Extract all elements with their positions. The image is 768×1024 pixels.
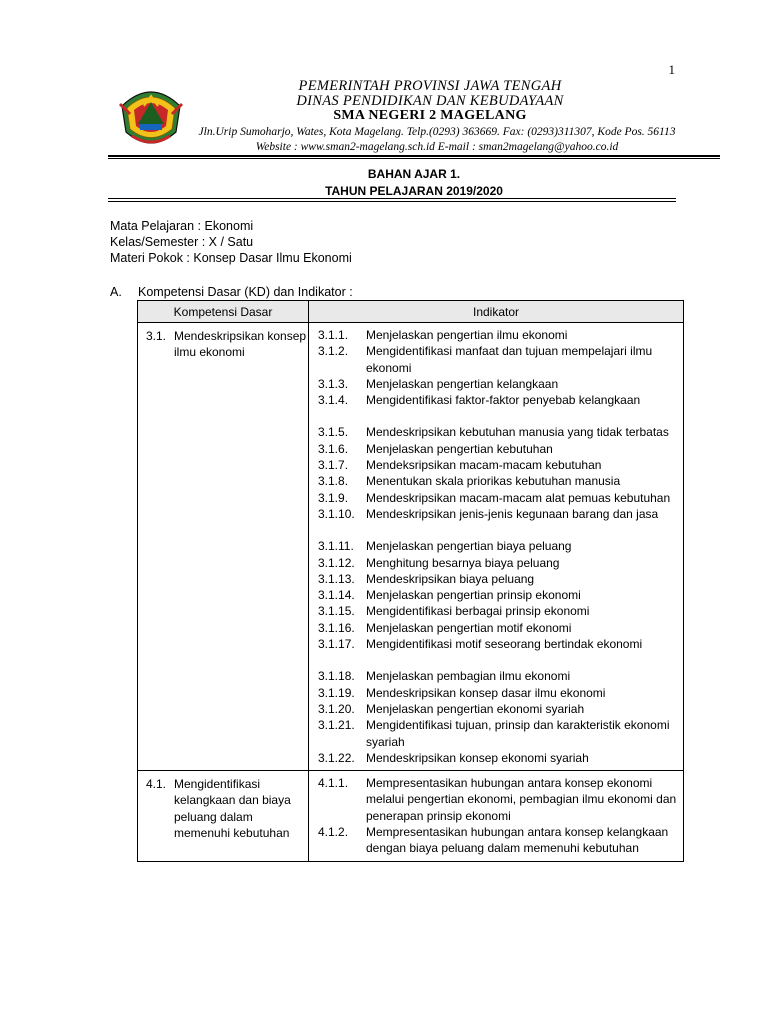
indicator-item	[318, 392, 683, 408]
kd-text: Mendeskripsikan konsep ilmu ekonomi	[174, 329, 307, 360]
subject-line: Mata Pelajaran : Ekonomi	[110, 219, 254, 233]
indicator-number: 3.1.21.	[318, 718, 355, 733]
indicator-number: 3.1.7.	[318, 458, 349, 473]
indicator-item	[318, 457, 683, 473]
indicator-text: Mengidentifikasi berbagai prinsip ekonomi	[366, 604, 590, 619]
kd-entry	[139, 324, 307, 361]
group-spacer	[318, 652, 683, 668]
indicator-item	[318, 441, 683, 457]
indicator-text: Mengidentifikasi faktor-faktor penyebab kelangkaan	[366, 393, 641, 408]
indicator-number: 3.1.1.	[318, 328, 349, 342]
indicator-item	[318, 506, 683, 522]
indicator-item	[318, 424, 683, 440]
indicator-item	[318, 327, 683, 343]
indicator-text: Mempresentasikan hubungan antara konsep ekonomi melalui pengertian ekonomi, pembagian ilmu ekonomi dan penerapan prinsip ekonomi	[366, 776, 677, 823]
class-semester-line: Kelas/Semester : X / Satu	[110, 235, 254, 249]
indicator-text: Menjelaskan pengertian motif ekonomi	[366, 620, 572, 635]
indicator-number: 3.1.14.	[318, 588, 355, 603]
indicator-item	[318, 636, 683, 652]
header-school-name: SMA NEGERI 2 MAGELANG	[333, 108, 527, 123]
table-row	[138, 323, 684, 771]
indicator-text: Mengidentifikasi manfaat dan tujuan mempelajari ilmu ekonomi	[366, 344, 653, 375]
indicator-text: Mendeskripsikan macam-macam alat pemuas kebutuhan	[366, 490, 671, 505]
indicator-number: 3.1.2.	[318, 344, 349, 359]
header-contact: Website : www.sman2-magelang.sch.id E-mail : sman2magelang@yahoo.co.id	[255, 141, 619, 153]
indicator-text: Mengidentifikasi tujuan, prinsip dan karakteristik ekonomi syariah	[366, 718, 670, 749]
header-government: PEMERINTAH PROVINSI JAWA TENGAH	[298, 78, 562, 94]
indicator-text: Menjelaskan pengertian kebutuhan	[366, 441, 553, 456]
group-spacer	[318, 522, 683, 538]
indicator-cell	[309, 771, 684, 861]
indicator-number: 3.1.5.	[318, 425, 349, 440]
page-number: 1	[668, 62, 675, 77]
indicator-number: 4.1.2.	[318, 825, 349, 840]
indicator-text: Menjelaskan pengertian ekonomi syariah	[366, 701, 585, 716]
header-address: Jln.Urip Sumoharjo, Wates, Kota Magelang. Telp.(0293) 363669. Fax: (0293)311307, Kode Pos. 56113	[198, 126, 676, 138]
indicator-number: 3.1.9.	[318, 490, 349, 505]
indicator-text: Mendeskripsikan jenis-jenis kegunaan barang dan jasa	[366, 506, 659, 521]
indicator-text: Menjelaskan pengertian kelangkaan	[366, 376, 559, 391]
header-department: DINAS PENDIDIKAN DAN KEBUDAYAAN	[296, 93, 564, 109]
title-divider	[108, 198, 676, 199]
section-title: Kompetensi Dasar (KD) dan Indikator :	[138, 285, 353, 299]
document-year: TAHUN PELAJARAN 2019/2020	[325, 184, 503, 198]
document-title: BAHAN AJAR 1.	[367, 167, 461, 181]
indicator-number: 3.1.18.	[318, 669, 355, 684]
indicator-cell	[309, 323, 684, 771]
kd-number: 4.1.	[146, 777, 167, 792]
title-divider-thin	[108, 201, 676, 202]
section-label: A.	[110, 285, 122, 299]
indicator-number: 3.1.10.	[318, 506, 355, 521]
indicator-item	[318, 343, 683, 376]
indicator-text: Mengidentifikasi motif seseorang bertindak ekonomi	[366, 637, 643, 652]
group-spacer	[318, 408, 683, 424]
indicator-text: Menghitung besarnya biaya peluang	[366, 555, 560, 570]
main-material-line: Materi Pokok : Konsep Dasar Ilmu Ekonomi	[110, 251, 352, 265]
indicator-text: Mendeskripsikan konsep dasar ilmu ekonomi	[366, 685, 606, 700]
indicator-number: 3.1.20.	[318, 701, 355, 716]
kd-cell	[138, 771, 309, 861]
section-heading	[110, 285, 353, 299]
indicator-number: 4.1.1.	[318, 776, 349, 791]
indicator-text: Mendeksripsikan macam-macam kebutuhan	[366, 458, 602, 473]
kd-entry	[139, 772, 307, 841]
indicator-item	[318, 824, 683, 857]
indicator-number: 3.1.17.	[318, 637, 355, 652]
column-header-indicator: Indikator	[309, 301, 684, 323]
indicator-item	[318, 538, 683, 554]
header-divider-thin	[108, 158, 720, 159]
indicator-number: 3.1.12.	[318, 555, 355, 570]
indicator-number: 3.1.13.	[318, 571, 355, 586]
indicator-item	[318, 376, 683, 392]
indicator-text: Mendeskripsikan kebutuhan manusia yang tidak terbatas	[366, 425, 669, 440]
indicator-item	[318, 750, 683, 766]
kd-text: Mengidentifikasi kelangkaan dan biaya peluang dalam memenuhi kebutuhan	[174, 777, 291, 841]
indicator-number: 3.1.16.	[318, 620, 355, 635]
indicator-item	[318, 473, 683, 489]
indicator-item	[318, 620, 683, 636]
indicator-text: Menjelaskan pengertian ilmu ekonomi	[366, 328, 568, 342]
indicator-item	[318, 490, 683, 506]
indicator-number: 3.1.11.	[318, 539, 354, 554]
header-divider	[108, 155, 720, 157]
indicator-item	[318, 571, 683, 587]
indicator-number: 3.1.3.	[318, 376, 349, 391]
indicator-text: Menjelaskan pengertian biaya peluang	[366, 539, 572, 554]
column-header-kd: Kompetensi Dasar	[138, 301, 309, 323]
indicator-text: Menjelaskan pembagian ilmu ekonomi	[366, 669, 571, 684]
indicator-item	[318, 685, 683, 701]
indicator-number: 3.1.4.	[318, 393, 349, 408]
indicator-item	[318, 775, 683, 824]
indicator-text: Menjelaskan pengertian prinsip ekonomi	[366, 588, 581, 603]
indicator-number: 3.1.22.	[318, 750, 355, 765]
indicator-item	[318, 701, 683, 717]
kd-number: 3.1.	[146, 329, 167, 343]
jawa-tengah-emblem-icon	[118, 84, 184, 152]
indicator-number: 3.1.6.	[318, 441, 349, 456]
indicator-number: 3.1.8.	[318, 474, 349, 489]
indicator-item	[318, 555, 683, 571]
indicator-item	[318, 668, 683, 684]
indicator-text: Menentukan skala priorikas kebutuhan manusia	[366, 474, 621, 489]
indicator-number: 3.1.19.	[318, 685, 355, 700]
indicator-item	[318, 587, 683, 603]
kd-cell	[138, 323, 309, 771]
indicator-item	[318, 603, 683, 619]
competency-table	[137, 300, 684, 862]
indicator-item	[318, 717, 683, 750]
indicator-number: 3.1.15.	[318, 604, 355, 619]
indicator-text: Mendeskripsikan biaya peluang	[366, 571, 535, 586]
indicator-text: Mempresentasikan hubungan antara konsep kelangkaan dengan biaya peluang dalam memenuhi kebutuhan	[366, 825, 669, 856]
indicator-text: Mendeskripsikan konsep ekonomi syariah	[366, 750, 589, 765]
table-row	[138, 771, 684, 861]
